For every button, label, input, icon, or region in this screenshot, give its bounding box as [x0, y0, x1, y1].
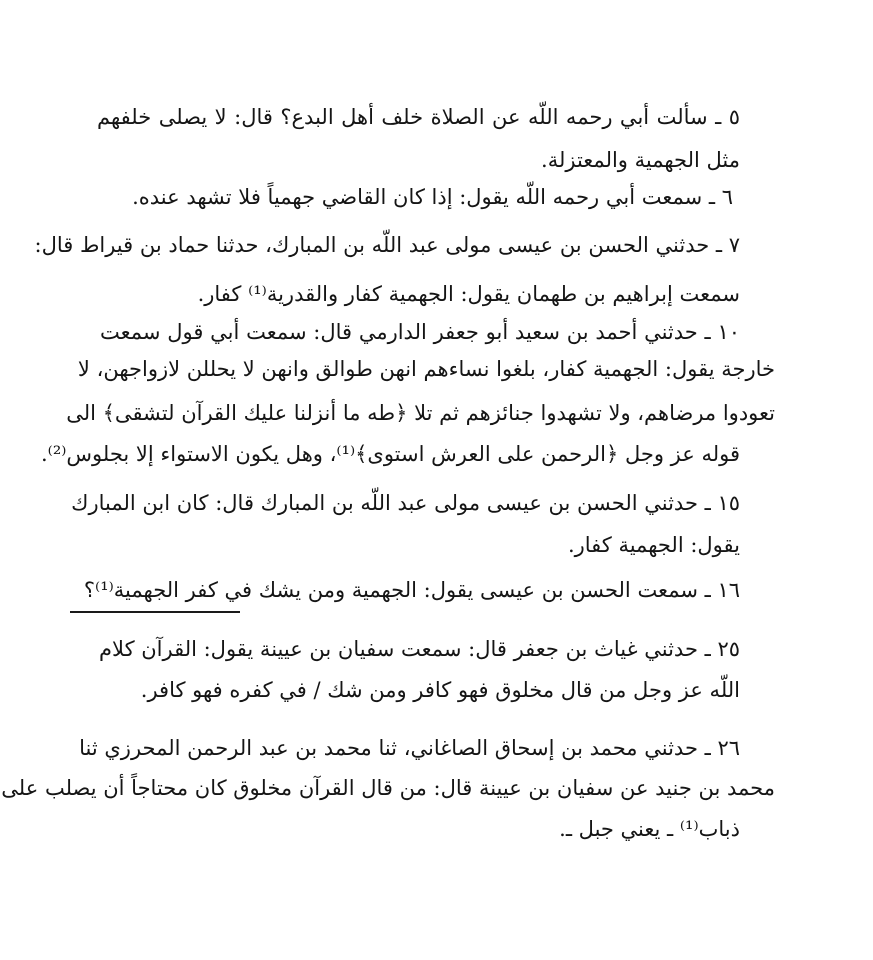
entry-10-line-2: خارجة يقول: الجهمية كفار، بلغوا نساءهم انهن طوالق وانهن لا يحللن لازواجهن، لا: [77, 357, 775, 381]
entry-5-line-1: ٥ ـ سألت أبي رحمه اللّه عن الصلاة خلف أهل البدع؟ قال: لا يصلى خلفهم: [97, 105, 740, 129]
entry-10-line-1: ١٠ ـ حدثني أحمد بن سعيد أبو جعفر الدارمي قال: سمعت أبي قول سمعت: [100, 320, 740, 344]
entry-25-line-2: اللّه عز وجل من قال مخلوق فهو كافر ومن شك / في كفره فهو كافر.: [140, 678, 740, 702]
entry-26-line-2: محمد بن جنيد عن سفيان بن عيينة قال: من قال القرآن مخلوق كان محتاجاً أن يصلب على: [1, 776, 775, 800]
entry-26-line-1: ٢٦ ـ حدثني محمد بن إسحاق الصاغاني، ثنا محمد بن عبد الرحمن المحرزي ثنا: [79, 736, 740, 760]
entry-25-line-1: ٢٥ ـ حدثني غياث بن جعفر قال: سمعت سفيان بن عيينة يقول: القرآن كلام: [99, 637, 740, 661]
entry-10-line-4: قوله عز وجل ﴿الرحمن على العرش استوى﴾⁽¹⁾، وهل يكون الاستواء إلا بجلوس⁽²⁾.: [41, 442, 740, 466]
entry-6-line-1: ٦ ـ سمعت أبي رحمه اللّه يقول: إذا كان القاضي جهمياً فلا تشهد عنده.: [132, 185, 733, 209]
entry-16-line-1: ١٦ ـ سمعت الحسن بن عيسى يقول: الجهمية ومن يشك في كفر الجهمية⁽¹⁾؟: [83, 578, 740, 602]
entry-7-line-2: سمعت إبراهيم بن طهمان يقول: الجهمية كفار والقدرية⁽¹⁾ كفار.: [197, 282, 740, 306]
entry-15-line-1: ١٥ ـ حدثني الحسن بن عيسى مولى عبد اللّه بن المبارك قال: كان ابن المبارك: [71, 491, 740, 515]
entry-7-line-1: ٧ ـ حدثني الحسن بن عيسى مولى عبد اللّه بن المبارك، حدثنا حماد بن قيراط قال:: [34, 233, 740, 257]
entry-5-line-2: مثل الجهمية والمعتزلة.: [541, 148, 740, 172]
footnote-divider: [70, 611, 240, 613]
entry-15-line-2: يقول: الجهمية كفار.: [567, 533, 740, 557]
entry-26-line-3: ذباب⁽¹⁾ ـ يعني جبل ـ.: [559, 817, 740, 841]
entry-10-line-3: تعودوا مرضاهم، ولا تشهدوا جنائزهم ثم تلا ﴿طه ما أنزلنا عليك القرآن لتشقى﴾ الى: [66, 401, 775, 425]
